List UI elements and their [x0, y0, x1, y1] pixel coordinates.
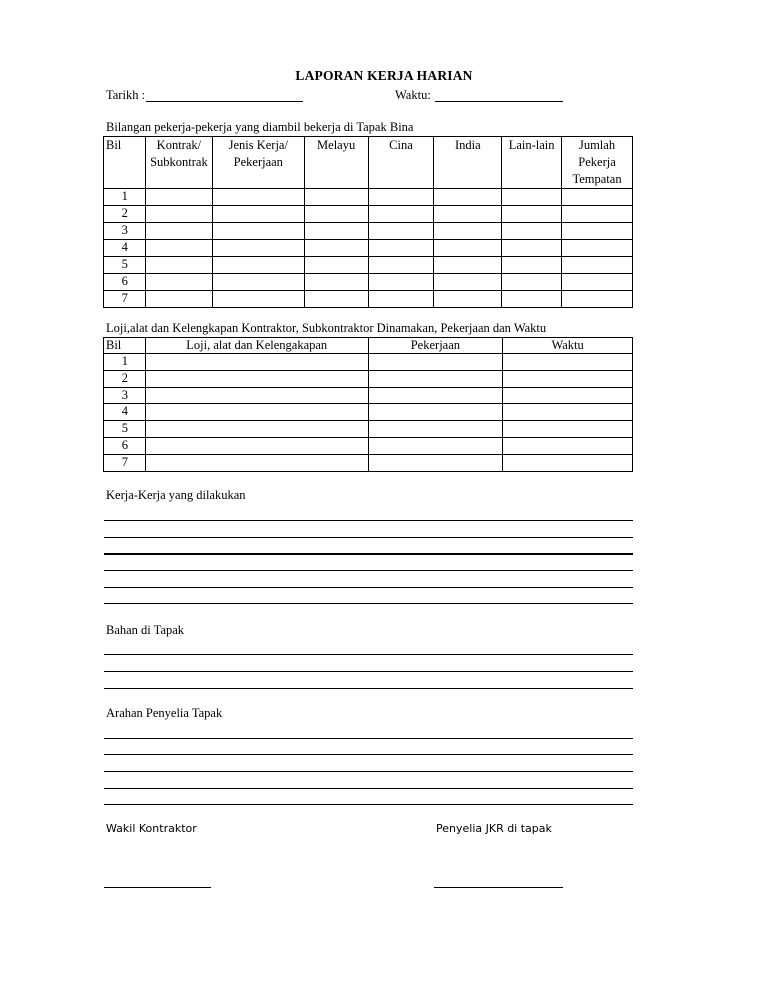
input-cell[interactable] — [562, 223, 633, 240]
table-row — [104, 274, 633, 291]
input-cell[interactable] — [145, 354, 368, 371]
workers-table-header-row — [104, 137, 633, 189]
supervisor-signature-label: Penyelia JKR di tapak — [436, 822, 552, 835]
input-cell[interactable] — [368, 189, 434, 206]
instructions-line-2[interactable] — [104, 754, 633, 755]
row-number-cell: 6 — [104, 274, 146, 291]
input-cell[interactable] — [304, 257, 368, 274]
input-cell[interactable] — [502, 206, 562, 223]
input-cell[interactable] — [434, 206, 502, 223]
input-cell[interactable] — [434, 291, 502, 308]
input-cell[interactable] — [368, 291, 434, 308]
equipment-header-cell: Loji, alat dan Kelengakapan — [145, 338, 368, 354]
table-row — [104, 370, 633, 387]
table-row — [104, 189, 633, 206]
input-cell[interactable] — [145, 274, 212, 291]
input-cell[interactable] — [212, 206, 304, 223]
input-cell[interactable] — [502, 274, 562, 291]
materials-line-3[interactable] — [104, 688, 633, 689]
input-cell[interactable] — [145, 257, 212, 274]
tarikh-label: Tarikh : — [106, 88, 146, 102]
materials-line-2[interactable] — [104, 671, 633, 672]
work-done-line-6[interactable] — [104, 603, 633, 604]
equipment-section-heading: Loji,alat dan Kelengkapan Kontraktor, Subkontraktor Dinamakan, Pekerjaan dan Waktu — [106, 321, 547, 335]
contractor-signature-line[interactable] — [104, 887, 211, 888]
table-row — [104, 387, 633, 404]
workers-header-cell: Cina — [368, 137, 434, 189]
input-cell[interactable] — [562, 291, 633, 308]
input-cell[interactable] — [145, 189, 212, 206]
input-cell[interactable] — [368, 404, 503, 421]
row-number-cell: 3 — [104, 387, 146, 404]
input-cell[interactable] — [368, 354, 503, 371]
row-number-cell: 7 — [104, 454, 146, 471]
input-cell[interactable] — [434, 274, 502, 291]
input-cell[interactable] — [212, 240, 304, 257]
input-cell[interactable] — [368, 454, 503, 471]
input-cell[interactable] — [304, 223, 368, 240]
table-row — [104, 257, 633, 274]
instructions-line-3[interactable] — [104, 771, 633, 772]
equipment-header-cell: Waktu — [503, 338, 633, 354]
input-cell[interactable] — [145, 223, 212, 240]
table-row — [104, 354, 633, 371]
row-number-cell: 1 — [104, 354, 146, 371]
instructions-line-1[interactable] — [104, 738, 633, 739]
workers-section-heading: Bilangan pekerja-pekerja yang diambil bekerja di Tapak Bina — [106, 120, 414, 134]
row-number-cell: 4 — [104, 240, 146, 257]
input-cell[interactable] — [304, 189, 368, 206]
input-cell[interactable] — [368, 257, 434, 274]
instructions-line-5[interactable] — [104, 804, 633, 805]
input-cell[interactable] — [503, 404, 633, 421]
input-cell[interactable] — [145, 437, 368, 454]
input-cell[interactable] — [145, 387, 368, 404]
work-done-line-1[interactable] — [104, 520, 633, 521]
input-cell[interactable] — [503, 370, 633, 387]
page-title: LAPORAN KERJA HARIAN — [295, 68, 473, 83]
input-cell[interactable] — [503, 454, 633, 471]
input-cell[interactable] — [368, 240, 434, 257]
input-cell[interactable] — [212, 223, 304, 240]
input-cell[interactable] — [503, 387, 633, 404]
waktu-field[interactable] — [435, 101, 563, 102]
tarikh-field[interactable] — [146, 101, 303, 102]
workers-header-cell: Melayu — [304, 137, 368, 189]
instructions-heading: Arahan Penyelia Tapak — [106, 706, 223, 720]
contractor-signature-label: Wakil Kontraktor — [106, 822, 197, 835]
input-cell[interactable] — [368, 223, 434, 240]
input-cell[interactable] — [368, 206, 434, 223]
work-done-heading: Kerja-Kerja yang dilakukan — [106, 488, 246, 502]
input-cell[interactable] — [304, 206, 368, 223]
supervisor-signature-line[interactable] — [434, 887, 563, 888]
row-number-cell: 2 — [104, 370, 146, 387]
input-cell[interactable] — [212, 189, 304, 206]
instructions-line-4[interactable] — [104, 788, 633, 789]
workers-header-cell: Kontrak/ Subkontrak — [145, 137, 212, 189]
input-cell[interactable] — [368, 437, 503, 454]
table-row — [104, 454, 633, 471]
input-cell[interactable] — [503, 354, 633, 371]
input-cell[interactable] — [562, 240, 633, 257]
input-cell[interactable] — [212, 291, 304, 308]
input-cell[interactable] — [503, 421, 633, 438]
equipment-header-cell: Bil — [104, 338, 146, 354]
row-number-cell: 5 — [104, 257, 146, 274]
input-cell[interactable] — [502, 291, 562, 308]
work-done-line-2[interactable] — [104, 537, 633, 538]
input-cell[interactable] — [212, 257, 304, 274]
input-cell[interactable] — [562, 206, 633, 223]
row-number-cell: 6 — [104, 437, 146, 454]
input-cell[interactable] — [145, 421, 368, 438]
table-row — [104, 206, 633, 223]
equipment-header-cell: Pekerjaan — [368, 338, 503, 354]
input-cell[interactable] — [304, 291, 368, 308]
input-cell[interactable] — [145, 206, 212, 223]
row-number-cell: 1 — [104, 189, 146, 206]
workers-header-cell: Lain-lain — [502, 137, 562, 189]
input-cell[interactable] — [434, 223, 502, 240]
input-cell[interactable] — [434, 189, 502, 206]
row-number-cell: 2 — [104, 206, 146, 223]
input-cell[interactable] — [368, 387, 503, 404]
table-row — [104, 223, 633, 240]
input-cell[interactable] — [368, 274, 434, 291]
row-number-cell: 3 — [104, 223, 146, 240]
equipment-table-header-row — [104, 338, 633, 354]
row-number-cell: 7 — [104, 291, 146, 308]
table-row — [104, 437, 633, 454]
work-done-line-5[interactable] — [104, 587, 633, 588]
input-cell[interactable] — [434, 240, 502, 257]
row-number-cell: 5 — [104, 421, 146, 438]
materials-line-1[interactable] — [104, 654, 633, 655]
row-number-cell: 4 — [104, 404, 146, 421]
input-cell[interactable] — [368, 421, 503, 438]
input-cell[interactable] — [368, 370, 503, 387]
table-row — [104, 421, 633, 438]
input-cell[interactable] — [145, 240, 212, 257]
input-cell[interactable] — [145, 454, 368, 471]
input-cell[interactable] — [304, 240, 368, 257]
input-cell[interactable] — [145, 370, 368, 387]
input-cell[interactable] — [562, 189, 633, 206]
input-cell[interactable] — [145, 291, 212, 308]
input-cell[interactable] — [212, 274, 304, 291]
equipment-table — [103, 337, 633, 472]
input-cell[interactable] — [562, 274, 633, 291]
workers-header-cell: Bil — [104, 137, 146, 189]
input-cell[interactable] — [503, 437, 633, 454]
work-done-line-4[interactable] — [104, 570, 633, 571]
table-row — [104, 404, 633, 421]
input-cell[interactable] — [145, 404, 368, 421]
workers-table — [103, 136, 633, 308]
input-cell[interactable] — [502, 223, 562, 240]
workers-header-cell: Jenis Kerja/ Pekerjaan — [212, 137, 304, 189]
table-row — [104, 291, 633, 308]
input-cell[interactable] — [502, 189, 562, 206]
materials-heading: Bahan di Tapak — [106, 623, 185, 637]
work-done-line-3[interactable] — [104, 553, 633, 555]
input-cell[interactable] — [562, 257, 633, 274]
waktu-label: Waktu: — [395, 88, 431, 102]
input-cell[interactable] — [502, 240, 562, 257]
input-cell[interactable] — [502, 257, 562, 274]
table-row — [104, 240, 633, 257]
input-cell[interactable] — [434, 257, 502, 274]
input-cell[interactable] — [304, 274, 368, 291]
workers-header-cell: Jumlah Pekerja Tempatan — [562, 137, 633, 189]
workers-header-cell: India — [434, 137, 502, 189]
